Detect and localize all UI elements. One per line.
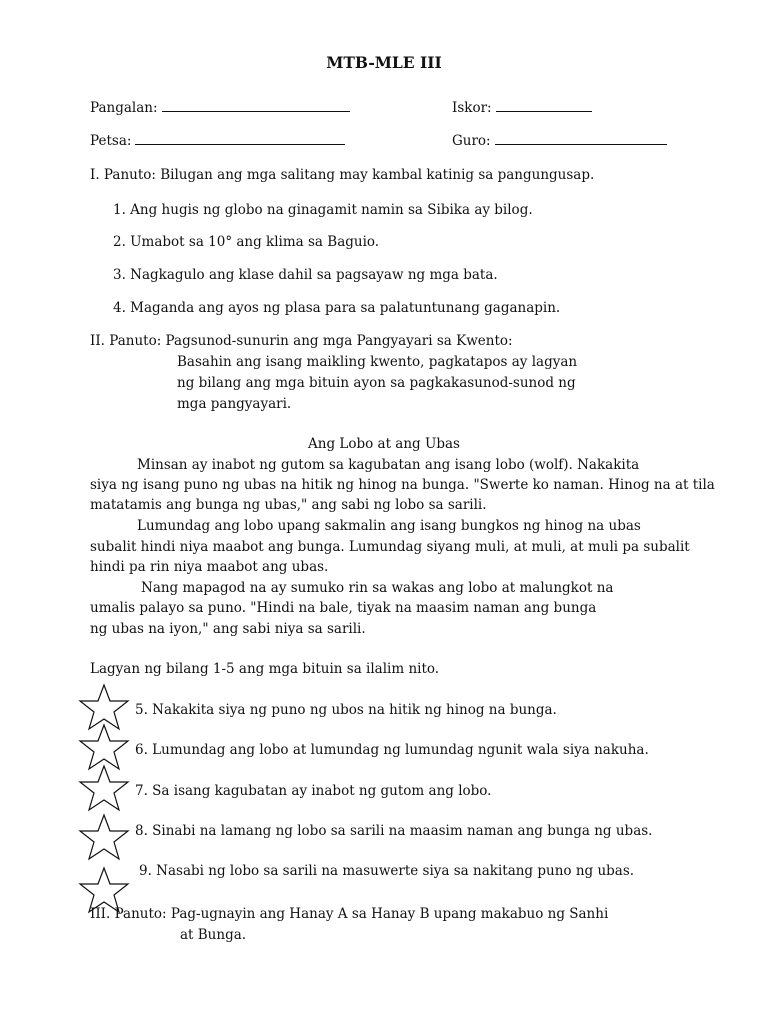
star-instruction: Lagyan ng bilang 1-5 ang mga bituin sa ilalim nito. [90,661,440,677]
part2-line: mga pangyayari. [177,396,292,412]
story-line: Lumundag ang lobo upang sakmalin ang isang bungkos ng hinog na ubas [137,518,641,534]
part1-item: 1. Ang hugis ng globo na ginagamit namin sa Sibika ay bilog. [113,202,533,218]
story-title: Ang Lobo at ang Ubas [308,436,460,452]
star-item: 8. Sinabi na lamang ng lobo sa sarili na maasim naman ang bunga ng ubas. [135,823,653,839]
part1-item: 3. Nagkagulo ang klase dahil sa pagsayaw ng mga bata. [113,267,498,283]
score-label: Iskor: [452,100,492,116]
teacher-field[interactable] [452,133,667,149]
star-item: 5. Nakakita siya ng puno ng ubos na hitik ng hinog na bunga. [135,702,557,718]
star-item: 6. Lumundag ang lobo at lumundag ng lumundag ngunit wala siya nakuha. [135,742,649,758]
name-blank[interactable] [162,110,350,112]
page-title: MTB-MLE III [326,53,442,72]
date-label: Petsa: [90,133,132,149]
star-item: 7. Sa isang kagubatan ay inabot ng gutom ang lobo. [135,783,492,799]
story-line: umalis palayo sa puno. "Hindi na bale, tiyak na maasim naman ang bunga [90,600,597,616]
story-line: siya ng isang puno ng ubas na hitik ng hinog na bunga. "Swerte ko naman. Hinog na at tila [90,477,715,493]
story-line: Nang mapagod na ay sumuko rin sa wakas ang lobo at malungkot na [141,580,614,596]
part2-line: ng bilang ang mga bituin ayon sa pagkakasunod-sunod ng [177,375,576,391]
part2-instruction: II. Panuto: Pagsunod-sunurin ang mga Pangyayari sa Kwento: [90,333,513,349]
story-line: hindi pa rin niya maabot ang ubas. [90,559,329,575]
date-blank[interactable] [135,143,345,145]
part3-instruction: III. Panuto: Pag-ugnayin ang Hanay A sa Hanay B upang makabuo ng Sanhi [90,906,609,922]
part3-instruction-cont: at Bunga. [180,927,247,943]
name-field[interactable] [90,100,350,116]
star-icon[interactable] [78,764,130,812]
star-icon[interactable] [78,813,130,861]
part1-instruction: I. Panuto: Bilugan ang mga salitang may kambal katinig sa pangungusap. [90,167,595,183]
story-line: ng ubas na iyon," ang sabi niya sa sarili. [90,621,366,637]
name-label: Pangalan: [90,100,158,116]
teacher-label: Guro: [452,133,491,149]
teacher-blank[interactable] [495,143,667,145]
score-field[interactable] [452,100,592,116]
story-line: subalit hindi niya maabot ang bunga. Lumundag siyang muli, at muli, at muli pa subalit [90,539,690,555]
date-field[interactable] [90,133,345,149]
story-line: Minsan ay inabot ng gutom sa kagubatan ang isang lobo (wolf). Nakakita [137,457,640,473]
part2-line: Basahin ang isang maikling kwento, pagkatapos ay lagyan [177,354,578,370]
part1-item: 4. Maganda ang ayos ng plasa para sa palatuntunang gaganapin. [113,300,561,316]
part1-item: 2. Umabot sa 10° ang klima sa Baguio. [113,234,380,250]
story-line: matatamis ang bunga ng ubas," ang sabi ng lobo sa sarili. [90,497,487,513]
score-blank[interactable] [496,110,592,112]
star-item: 9. Nasabi ng lobo sa sarili na masuwerte siya sa nakitang puno ng ubas. [139,863,635,879]
